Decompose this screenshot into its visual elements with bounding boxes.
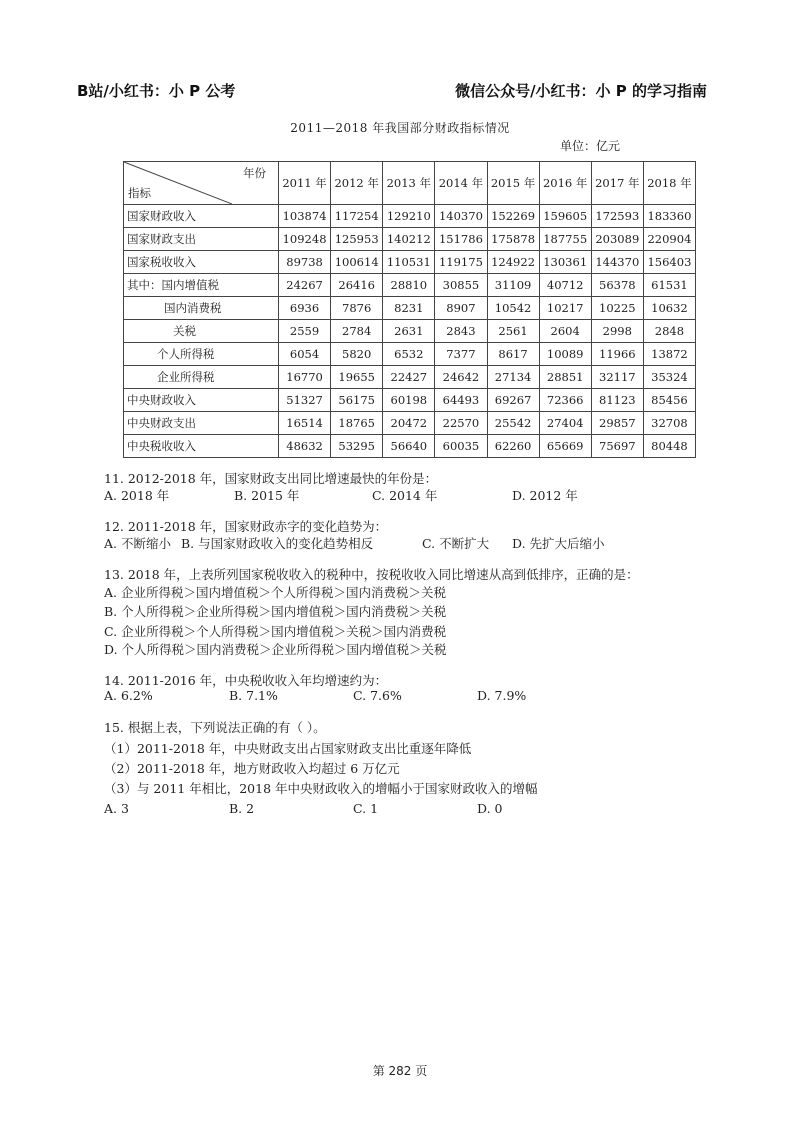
table-cell: 183360 [643,205,695,228]
table-cell: 6936 [279,297,331,320]
q12-option-d[interactable]: D. 先扩大后缩小 [512,536,605,551]
q12-option-a[interactable]: A. 不断缩小 [104,536,171,551]
row-label: 国家财政支出 [124,228,279,251]
table-cell: 13872 [643,343,695,366]
table-cell: 129210 [383,205,435,228]
table-cell: 28851 [539,366,591,389]
table-cell: 89738 [279,251,331,274]
q14-option-a[interactable]: A. 6.2% [104,688,153,703]
q15-statement-3: （3）与 2011 年相比，2018 年中央财政收入的增幅小于国家财政收入的增幅 [104,781,538,796]
question-15: 15. 根据上表，下列说法正确的有（ ）。 [104,720,326,735]
table-cell: 220904 [643,228,695,251]
table-row [124,412,696,435]
year-header: 2013 年 [383,162,435,205]
row-label: 关税 [124,320,279,343]
row-label: 其中：国内增值税 [124,274,279,297]
table-cell: 100614 [331,251,383,274]
question-13: 13. 2018 年，上表所列国家税收收入的税种中，按税收收入同比增速从高到低排序，正确的是： [104,567,639,582]
question-11: 11. 2012-2018 年，国家财政支出同比增速最快的年份是： [104,471,438,486]
table-cell: 6532 [383,343,435,366]
q14-option-b[interactable]: B. 7.1% [229,688,278,703]
table-cell: 65669 [539,435,591,458]
table-cell: 119175 [435,251,487,274]
table-cell: 7377 [435,343,487,366]
row-label: 国家税收收入 [124,251,279,274]
question-14: 14. 2011-2016 年，中央税收收入年均增速约为： [104,673,388,688]
table-row [124,297,696,320]
table-row [124,320,696,343]
table-cell: 24267 [279,274,331,297]
table-cell: 8231 [383,297,435,320]
table-row [124,251,696,274]
q15-option-b[interactable]: B. 2 [229,801,255,816]
table-cell: 85456 [643,389,695,412]
table-row [124,389,696,412]
table-cell: 69267 [487,389,539,412]
header-left: B站/小红书：小 P 公考 [77,82,236,100]
q12-option-b[interactable]: B. 与国家财政收入的变化趋势相反 [181,536,374,551]
table-cell: 72366 [539,389,591,412]
row-label: 企业所得税 [124,366,279,389]
table-cell: 29857 [591,412,643,435]
row-label: 个人所得税 [124,343,279,366]
table-cell: 151786 [435,228,487,251]
table-cell: 51327 [279,389,331,412]
table-cell: 18765 [331,412,383,435]
table-cell: 75697 [591,435,643,458]
table-cell: 28810 [383,274,435,297]
q15-option-d[interactable]: D. 0 [477,801,503,816]
table-cell: 110531 [383,251,435,274]
table-cell: 19655 [331,366,383,389]
table-cell: 10089 [539,343,591,366]
q13-option-d[interactable]: D. 个人所得税＞国内消费税＞企业所得税＞国内增值税＞关税 [104,642,447,657]
table-cell: 5820 [331,343,383,366]
table-cell: 31109 [487,274,539,297]
table-cell: 187755 [539,228,591,251]
year-header: 2014 年 [435,162,487,205]
question-12: 12. 2011-2018 年，国家财政赤字的变化趋势为： [104,519,388,534]
q15-statement-2: （2）2011-2018 年，地方财政收入均超过 6 万亿元 [104,761,400,776]
table-cell: 16514 [279,412,331,435]
q11-option-a[interactable]: A. 2018 年 [104,488,170,503]
q13-option-c[interactable]: C. 企业所得税＞个人所得税＞国内增值税＞关税＞国内消费税 [104,624,447,639]
year-header: 2018 年 [643,162,695,205]
table-cell: 2848 [643,320,695,343]
table-cell: 2561 [487,320,539,343]
row-label: 中央财政支出 [124,412,279,435]
q13-option-a[interactable]: A. 企业所得税＞国内增值税＞个人所得税＞国内消费税＞关税 [104,585,446,600]
table-cell: 80448 [643,435,695,458]
table-cell: 10542 [487,297,539,320]
table-cell: 103874 [279,205,331,228]
table-cell: 48632 [279,435,331,458]
q15-option-c[interactable]: C. 1 [353,801,379,816]
table-cell: 60035 [435,435,487,458]
table-cell: 10632 [643,297,695,320]
q11-option-c[interactable]: C. 2014 年 [372,488,438,503]
table-row [124,435,696,458]
table-cell: 109248 [279,228,331,251]
row-label: 国内消费税 [124,297,279,320]
q14-option-d[interactable]: D. 7.9% [477,688,527,703]
table-cell: 27134 [487,366,539,389]
table-cell: 56175 [331,389,383,412]
q15-statement-1: （1）2011-2018 年，中央财政支出占国家财政支出比重逐年降低 [104,741,472,756]
table-row [124,274,696,297]
table-row [124,228,696,251]
table-cell: 11966 [591,343,643,366]
row-label: 国家财政收入 [124,205,279,228]
table-cell: 27404 [539,412,591,435]
table-cell: 6054 [279,343,331,366]
year-header: 2011 年 [279,162,331,205]
corner-indicator-label: 指标 [128,186,151,200]
table-cell: 2843 [435,320,487,343]
table-cell: 140370 [435,205,487,228]
q11-option-b[interactable]: B. 2015 年 [234,488,300,503]
table-cell: 2604 [539,320,591,343]
fiscal-table [123,161,696,458]
table-cell: 2559 [279,320,331,343]
table-cell: 35324 [643,366,695,389]
table-cell: 172593 [591,205,643,228]
table-unit: 单位：亿元 [560,139,621,153]
table-cell: 8907 [435,297,487,320]
table-cell: 20472 [383,412,435,435]
table-cell: 152269 [487,205,539,228]
table-cell: 56378 [591,274,643,297]
table-cell: 32117 [591,366,643,389]
corner-year-label: 年份 [243,166,266,180]
table-cell: 56640 [383,435,435,458]
table-cell: 10225 [591,297,643,320]
table-cell: 40712 [539,274,591,297]
q12-option-c[interactable]: C. 不断扩大 [422,536,490,551]
table-cell: 7876 [331,297,383,320]
table-cell: 203089 [591,228,643,251]
year-header: 2012 年 [331,162,383,205]
row-label: 中央财政收入 [124,389,279,412]
q11-option-d[interactable]: D. 2012 年 [512,488,578,503]
page-number: 第 282 页 [372,1064,428,1078]
table-cell: 2784 [331,320,383,343]
table-cell: 10217 [539,297,591,320]
year-header: 2016 年 [539,162,591,205]
table-cell: 130361 [539,251,591,274]
table-row [124,205,696,228]
table-cell: 159605 [539,205,591,228]
table-cell: 22570 [435,412,487,435]
table-cell: 140212 [383,228,435,251]
header-right: 微信公众号/小红书：小 P 的学习指南 [455,82,707,100]
table-cell: 144370 [591,251,643,274]
table-cell: 2631 [383,320,435,343]
table-cell: 16770 [279,366,331,389]
table-title: 2011—2018 年我国部分财政指标情况 [290,121,510,135]
table-cell: 22427 [383,366,435,389]
table-cell: 24642 [435,366,487,389]
table-cell: 30855 [435,274,487,297]
table-row [124,366,696,389]
table-cell: 53295 [331,435,383,458]
table-corner-cell [124,162,279,205]
table-cell: 124922 [487,251,539,274]
table-cell: 125953 [331,228,383,251]
table-cell: 64493 [435,389,487,412]
table-cell: 25542 [487,412,539,435]
table-cell: 60198 [383,389,435,412]
table-row [124,343,696,366]
year-header: 2015 年 [487,162,539,205]
table-cell: 81123 [591,389,643,412]
q14-option-c[interactable]: C. 7.6% [353,688,402,703]
table-header-row [124,162,696,205]
table-cell: 117254 [331,205,383,228]
table-cell: 8617 [487,343,539,366]
table-cell: 26416 [331,274,383,297]
year-header: 2017 年 [591,162,643,205]
table-cell: 2998 [591,320,643,343]
row-label: 中央税收收入 [124,435,279,458]
q15-option-a[interactable]: A. 3 [104,801,129,816]
table-cell: 156403 [643,251,695,274]
table-cell: 62260 [487,435,539,458]
table-cell: 61531 [643,274,695,297]
table-cell: 32708 [643,412,695,435]
table-cell: 175878 [487,228,539,251]
q13-option-b[interactable]: B. 个人所得税＞企业所得税＞国内增值税＞国内消费税＞关税 [104,604,447,619]
